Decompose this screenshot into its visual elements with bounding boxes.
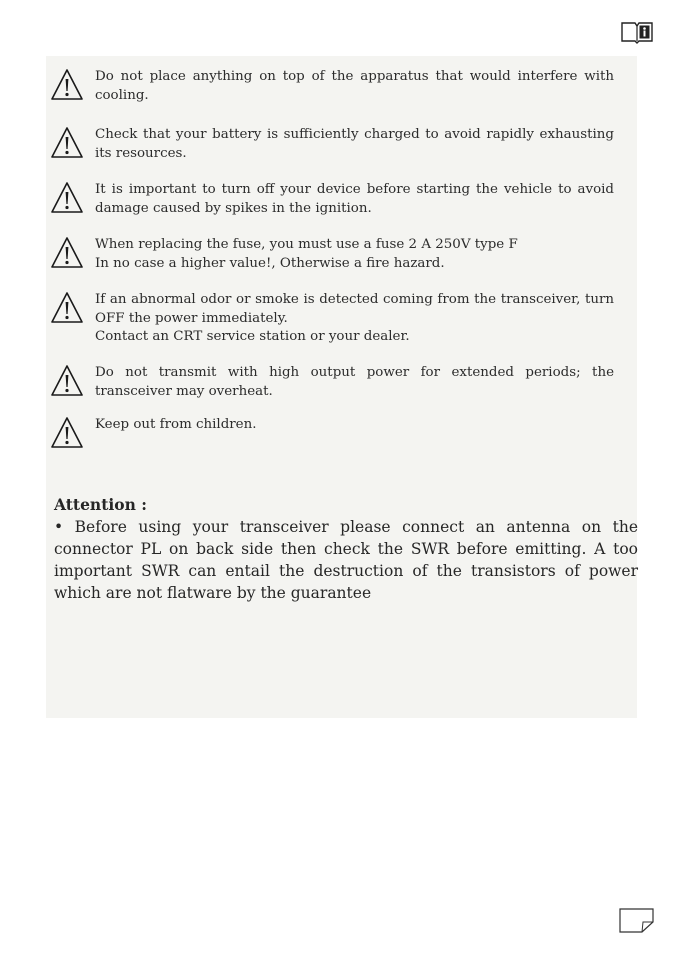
attention-text: • Before using your transceiver please connect an antenna on the connector PL on back side then check the SWR before emitting. A too important SWR can entail the destruction of the transistors of power which are not flatware by the guarantee <box>54 518 638 602</box>
warning-text: Do not place anything on top of the apparatus that would interfere with cooling. <box>95 69 614 103</box>
warning-text: It is important to turn off your device before starting the vehicle to avoid damage caused by spikes in the ignition. <box>95 182 614 216</box>
warning-triangle-icon <box>50 126 84 160</box>
warning-text: If an abnormal odor or smoke is detected coming from the transceiver, turn OFF the power immediately. <box>95 292 614 326</box>
warning-text: Check that your battery is sufficiently charged to avoid rapidly exhausting its resources. <box>95 127 614 161</box>
warning-triangle-icon <box>50 236 84 270</box>
warning-text: Keep out from children. <box>95 417 257 432</box>
attention-title: Attention : <box>54 495 147 514</box>
page-corner-icon <box>619 907 654 933</box>
safety-panel <box>46 56 637 718</box>
warning-triangle-icon <box>50 416 84 450</box>
warning-text: Contact an CRT service station or your dealer. <box>95 329 410 344</box>
info-book-icon <box>620 20 654 44</box>
warning-triangle-icon <box>50 291 84 325</box>
warning-triangle-icon <box>50 364 84 398</box>
warning-text: When replacing the fuse, you must use a fuse 2 A 250V type F <box>95 237 518 252</box>
attention-block <box>54 494 638 604</box>
warning-text: In no case a higher value!, Otherwise a fire hazard. <box>95 255 445 271</box>
warning-text: Do not transmit with high output power for extended periods; the transceiver may overheat. <box>95 365 614 399</box>
warning-triangle-icon <box>50 181 84 215</box>
warning-triangle-icon <box>50 68 84 102</box>
